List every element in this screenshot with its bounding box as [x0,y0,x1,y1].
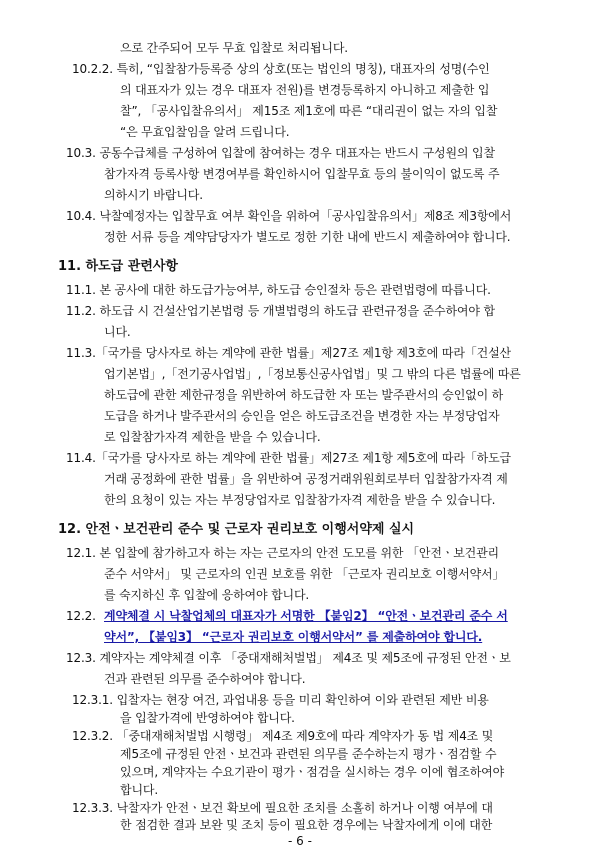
s10-line-8: 의하시기 바랍니다. [104,188,203,202]
section-11-heading: 11. 하도급 관련사항 [58,259,178,274]
s11-line-4: 11.3.「국가를 당사자로 하는 계약에 관한 법률」제27조 제1항 제3호에 따라「건설산 [66,346,511,360]
s12-line-11: 합니다. [120,783,158,797]
page-number: - 6 - [288,834,312,848]
s11-line-10: 거래 공정화에 관한 법률」을 위반하여 공정거래위원회로부터 입찰참가자격 제 [104,472,508,486]
s10-line-6: 10.3. 공동수급체를 구성하여 입찰에 참여하는 경우 대표자는 반드시 구성원의 입찰 [66,146,495,160]
s12-line-7: 을 입찰가격에 반영하여야 합니다. [120,711,295,725]
s10-line-2: 10.2.2. 특히, “입찰참가등록증 상의 상호(또는 법인의 명칭), 대표자의 성명(수인 [72,62,490,76]
s11-line-9: 11.4.「국가를 당사자로 하는 계약에 관한 법률」제27조 제1항 제5호에 따라「하도급 [66,451,511,465]
s10-line-3: 의 대표자가 있는 경우 대표자 전원)를 변경등록하지 아니하고 제출한 입 [120,83,490,97]
s11-line-11: 한의 요청이 있는 자는 부정당업자로 입찰참가자격 제한을 받을 수 있습니다. [104,493,496,507]
s10-line-7: 참가자격 등록사항 변경여부를 확인하시어 입찰무효 등의 불이익이 없도록 주 [104,167,500,181]
s10-line-5: “은 무효입찰임을 알려 드립니다. [120,125,290,139]
s12-line-5: 건과 관련된 의무를 준수하여야 합니다. [104,672,306,686]
s11-line-5: 업기본법」,「전기공사업법」,「정보통신공사업법」및 그 밖의 다른 법률에 따른 [104,367,521,381]
s12-line-13: 한 점검한 결과 보완 및 조치 등이 필요한 경우에는 낙찰자에게 이에 대한 [120,818,493,832]
s11-line-6: 하도급에 관한 제한규정을 위반하여 하도급한 자 또는 발주관서의 승인없이 하 [104,388,504,402]
s12-2-highlight-line-2: 약서”, 【붙임3】 “근로자 권리보호 이행서약서” 를 제출하여야 합니다. [104,630,483,644]
s11-line-8: 로 입찰참가자격 제한을 받을 수 있습니다. [104,430,321,444]
s12-line-4: 12.3. 계약자는 계약체결 이후 「중대재해처벌법」 제4조 및 제5조에 규정된 안전ㆍ보 [66,651,511,665]
s10-line-10: 정한 서류 등을 계약담당자가 별도로 정한 기한 내에 반드시 제출하여야 합니다. [104,230,511,244]
s12-line-9: 제5조에 규정된 안전ㆍ보건과 관련된 의무를 준수하는지 평가ㆍ점검할 수 [120,747,497,761]
s12-line-12: 12.3.3. 낙찰자가 안전ㆍ보건 확보에 필요한 조치를 소홀히 하거나 이행 여부에 대 [72,801,493,815]
s12-line-2: 준수 서약서」 및 근로자의 인권 보호를 위한 「근로자 권리보호 이행서약서」 [104,567,505,581]
section-12-heading: 12. 안전ㆍ보건관리 준수 및 근로자 권리보호 이행서약제 실시 [58,522,415,537]
s12-line-6: 12.3.1. 입찰자는 현장 여건, 과업내용 등을 미리 확인하여 이와 관련된 제반 비용 [72,693,489,707]
s12-line-10: 있으며, 계약자는 수요기관이 평가ㆍ점검을 실시하는 경우 이에 협조하여야 [120,765,505,779]
s11-line-2: 11.2. 하도급 시 건설산업기본법령 등 개별법령의 하도급 관련규정을 준수하여야 합 [66,304,495,318]
s10-line-9: 10.4. 낙찰예정자는 입찰무효 여부 확인을 위하여「공사입찰유의서」제8조 제3항에서 [66,209,512,223]
s12-2-highlight-line-1: 계약체결 시 낙찰업체의 대표자가 서명한 【붙임2】 “안전ㆍ보건관리 준수 서 [104,609,508,623]
s11-line-7: 도급을 하거나 발주관서의 승인을 얻은 하도급조건을 변경한 자는 부정당업자 [104,409,500,423]
s10-line-4: 찰”, 「공사입찰유의서」 제15조 제1호에 따른 “대리권이 없는 자의 입찰 [120,104,498,118]
s11-line-1: 11.1. 본 공사에 대한 하도급가능여부, 하도급 승인절차 등은 관련법령에 따릅니다. [66,283,491,297]
s12-line-8: 12.3.2. 「중대재해처벌법 시행령」 제4조 제9호에 따라 계약자가 동 법 제4조 및 [72,729,494,743]
s11-line-3: 니다. [104,325,131,339]
s10-line-1: 으로 간주되어 모두 무효 입찰로 처리됩니다. [120,41,348,55]
s12-2-number: 12.2. [66,609,96,623]
s12-line-1: 12.1. 본 입찰에 참가하고자 하는 자는 근로자의 안전 도모를 위한 「안전ㆍ보건관리 [66,546,499,560]
s12-line-3: 를 숙지하신 후 입찰에 응하여야 합니다. [104,588,310,602]
